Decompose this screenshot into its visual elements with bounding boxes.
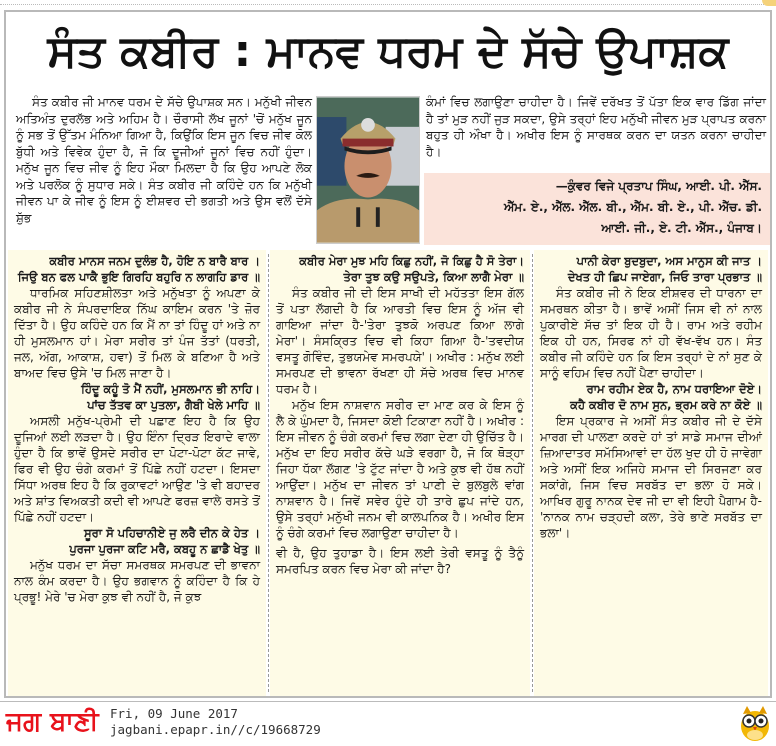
verse-line: ਪਾਨੀ ਕੇਰਾ ਬੁਦਬੁਦਾ, ਅਸ ਮਾਨੁਸ ਕੀ ਜਾਤ । xyxy=(576,254,762,268)
verse-line: ਕਹੈ ਕਬੀਰ ਦੋ ਨਾਮ ਸੁਨ, ਭ੍ਰਮ ਕਰੇ ਨਾ ਕੋਏ ॥ xyxy=(570,398,762,412)
verse-line: ਹਿੰਦੂ ਕਹੂੰ ਤੋ ਮੈਂ ਨਹੀਂ, ਮੁਸਲਮਾਨ ਭੀ ਨਾਹਿ। xyxy=(81,382,260,396)
paragraph: ਸੰਤ ਕਬੀਰ ਜੀ ਦੀ ਇਸ ਸਾਖੀ ਦੀ ਮਹੱਤਤਾ ਇਸ ਗੱਲ ਤੋਂ ਪਤਾ ਲੱਗਦੀ ਹੈ ਕਿ ਆਰਤੀ ਵਿਚ ਇਸ ਨੂੰ ਅੱਜ ਵੀ ਗਾਇਆ ਜਾਂਦਾ ਹੈ-'ਤੇਰਾ ਤੁਝਕੋ ਅਰਪਣ ਕਿਆ ਲਾਗੇ ਮੇਰਾ'। ਸੰਸਕ੍ਰਿਤ ਵਿਚ ਵੀ ਕਿਹਾ ਗਿਆ ਹੈ-'ਤਵਦੀਯ ਵਸਤੂ ਗੋਵਿੰਦ, ਤੁਭਯਮੇਵ ਸਮਰਪਯੇ'। ਅਖੀਰ : ਮਨੁੱਖ ਲਈ ਸਮਰਪਣ ਦੀ ਭਾਵਨਾ ਰੱਖਣਾ ਹੀ ਸੱਚੇ ਅਰਥ ਵਿਚ ਮਾਨਵ ਧਰਮ ਹੈ। xyxy=(276,286,524,396)
article-title: ਸੰਤ ਕਬੀਰ : ਮਾਨਵ ਧਰਮ ਦੇ ਸੱਚੇ ਉਪਾਸ਼ਕ xyxy=(47,26,729,77)
verse-line: ਦੇਖਤ ਹੀ ਛਿਪ ਜਾਏਗਾ, ਜਿਓ ਤਾਰਾ ਪ੍ਰਭਾਤ ॥ xyxy=(567,270,762,284)
column-divider xyxy=(532,254,533,692)
author-byline xyxy=(424,173,770,245)
byline-post: ਆਈ. ਜੀ., ਏ. ਟੀ. ਐੱਸ., ਪੰਜਾਬ। xyxy=(601,221,762,235)
verse-line: ਤੇਰਾ ਤੁਝ ਕਉ ਸਉਪਤੇ, ਕਿਆ ਲਾਗੈ ਮੇਰਾ ॥ xyxy=(343,270,524,284)
verse-line: ਰਾਮ ਰਹੀਮ ਏਕ ਹੈ, ਨਾਮ ਧਰਾਇਆ ਦੋਏ। xyxy=(586,382,762,396)
epaper-url[interactable]: jagbani.epapr.in//c/19668729 xyxy=(110,722,321,737)
top-divider xyxy=(0,4,776,5)
verse-line: ਕਬੀਰ ਮਾਨਸ ਜਨਮ ਦੁਲੰਭ ਹੈ, ਹੋਇ ਨ ਬਾਰੈ ਬਾਰ । xyxy=(49,254,260,268)
verse-line: ਕਬੀਰ ਮੇਰਾ ਮੁਝ ਮਹਿ ਕਿਛੁ ਨਹੀਂ, ਜੋ ਕਿਛੁ ਹੈ ਸੋ ਤੇਰਾ। xyxy=(299,254,524,268)
verse-line: ਸੂਰਾ ਸੋ ਪਹਿਚਾਨੀਏ ਜੁ ਲਰੈ ਦੀਨ ਕੇ ਹੇਤ । xyxy=(84,526,260,540)
paragraph: ਮਨੁੱਖ ਇਸ ਨਾਸ਼ਵਾਨ ਸਰੀਰ ਦਾ ਮਾਣ ਕਰ ਕੇ ਇਸ ਨੂੰ ਲੈ ਕੇ ਘੁੰਮਦਾ ਹੈ, ਜਿਸਦਾ ਕੋਈ ਟਿਕਾਣਾ ਨਹੀਂ ਹੈ। ਅਖੀਰ : ਇਸ ਜੀਵਨ ਨੂੰ ਚੰਗੇ ਕਰਮਾਂ ਵਿਚ ਲਗਾ ਦੇਣਾ ਹੀ ਉਚਿੱਤ ਹੈ। ਮਨੁੱਖ ਦਾ ਇਹ ਸਰੀਰ ਕੱਚੇ ਘੜੇ ਵਰਗਾ ਹੈ, ਜੋ ਕਿ ਥੋੜ੍ਹਾ ਜਿਹਾ ਧੱਕਾ ਲੱਗਣ 'ਤੇ ਟੁੱਟ ਜਾਂਦਾ ਹੈ ਅਤੇ ਕੁਝ ਵੀ ਹੱਥ ਨਹੀਂ ਆਉਂਦਾ। ਮਨੁੱਖ ਦਾ ਜੀਵਨ ਤਾਂ ਪਾਣੀ ਦੇ ਬੁਲਬੁਲੇ ਵਾਂਗ ਨਾਸ਼ਵਾਨ ਹੈ। ਜਿਵੇਂ ਸਵੇਰ ਹੁੰਦੇ ਹੀ ਤਾਰੇ ਛੁਪ ਜਾਂਦੇ ਹਨ, ਉਸੇ ਤਰ੍ਹਾਂ ਮਨੁੱਖੀ ਜਨਮ ਵੀ ਕਾਲਪਨਿਕ ਹੈ। ਅਖੀਰ ਇਸ ਨੂੰ ਚੰਗੇ ਕਰਮਾਂ ਵਿਚ ਲਗਾਉਣਾ ਚਾਹੀਦਾ ਹੈ। xyxy=(276,398,524,540)
paragraph: ਧਾਰਮਿਕ ਸਹਿਣਸ਼ੀਲਤਾ ਅਤੇ ਮਨੁੱਖਤਾ ਨੂੰ ਅਪਣਾ ਕੇ ਕਬੀਰ ਜੀ ਨੇ ਸੰਪਰਦਾਇਕ ਨਿੱਘ ਕਾਇਮ ਕਰਨ 'ਤੇ ਜ਼ੋਰ ਦਿੱਤਾ ਹੈ। ਉਹ ਕਹਿੰਦੇ ਹਨ ਕਿ ਮੈਂ ਨਾ ਤਾਂ ਹਿੰਦੂ ਹਾਂ ਅਤੇ ਨਾ ਹੀ ਮੁਸਲਮਾਨ ਹਾਂ। ਮੇਰਾ ਸਰੀਰ ਤਾਂ ਪੰਜ ਤੱਤਾਂ (ਧਰਤੀ, ਜਲ, ਅੱਗ, ਆਕਾਸ਼, ਹਵਾ) ਤੋਂ ਮਿਲ ਕੇ ਬਣਿਆ ਹੈ ਅਤੇ ਬਾਅਦ ਵਿਚ ਉਸੇ 'ਚ ਮਿਲ ਜਾਣਾ ਹੈ। xyxy=(14,286,260,380)
column-2 xyxy=(270,250,530,696)
byline-name: —ਕੁੰਵਰ ਵਿਜੇ ਪ੍ਰਤਾਪ ਸਿੰਘ, ਆਈ. ਪੀ. ਐੱਸ. xyxy=(555,179,762,193)
paragraph: ਇਸ ਪ੍ਰਕਾਰ ਜੇ ਅਸੀਂ ਸੰਤ ਕਬੀਰ ਜੀ ਦੇ ਦੱਸੇ ਮਾਰਗ ਦੀ ਪਾਲਣਾ ਕਰਦੇ ਹਾਂ ਤਾਂ ਸਾਡੇ ਸਮਾਜ ਦੀਆਂ ਜ਼ਿਆਦਾਤਰ ਸਮੱਸਿਆਵਾਂ ਦਾ ਹੱਲ ਖੁਦ ਹੀ ਹੋ ਜਾਵੇਗਾ ਅਤੇ ਅਸੀਂ ਇਕ ਅਜਿਹੇ ਸਮਾਜ ਦੀ ਸਿਰਜਣਾ ਕਰ ਸਕਾਂਗੇ, ਜਿਸ ਵਿਚ ਸਰਬੱਤ ਦਾ ਭਲਾ ਹੋ ਸਕੇ। ਆਖਿਰ ਗੁਰੂ ਨਾਨਕ ਦੇਵ ਜੀ ਦਾ ਵੀ ਇਹੀ ਪੈਗਾਮ ਹੈ-'ਨਾਨਕ ਨਾਮ ਚੜ੍ਹਦੀ ਕਲਾ, ਤੇਰੇ ਭਾਣੇ ਸਰਬੱਤ ਦਾ ਭਲਾ'। xyxy=(540,414,762,540)
publication-date: Fri, 09 June 2017 xyxy=(110,706,238,721)
verse-line: ਜਿਉ ਬਨ ਫਲ ਪਾਕੈ ਭੁਇ ਗਿਰਹਿ ਬਹੁਰਿ ਨ ਲਾਗਹਿ ਡਾਰ ॥ xyxy=(17,270,260,284)
author-photo xyxy=(316,96,420,244)
jagbani-logo: ਜਗ ਬਾਣੀ xyxy=(6,707,99,737)
publication-info xyxy=(110,706,321,738)
byline-degrees: ਐੱਮ. ਏ., ਐੱਲ. ਐੱਲ. ਬੀ., ਐੱਮ. ਬੀ. ਏ., ਪੀ. ਐੱਚ. ਡੀ. xyxy=(503,200,762,214)
column-divider xyxy=(268,254,269,692)
corner-tab xyxy=(762,0,776,6)
verse-line: ਪਾਂਚ ਤੱਤਵ ਕਾ ਪੁਤਲਾ, ਗੈਬੀ ਖੇਲੇ ਮਾਹਿ ॥ xyxy=(87,398,260,412)
column-1 xyxy=(8,250,266,696)
intro-text-right: ਕੰਮਾਂ ਵਿਚ ਲਗਾਉਣਾ ਚਾਹੀਦਾ ਹੈ। ਜਿਵੇਂ ਦਰੱਖਤ ਤੋਂ ਪੱਤਾ ਇਕ ਵਾਰ ਡਿੱਗ ਜਾਂਦਾ ਹੈ ਤਾਂ ਮੁੜ ਨਹੀਂ ਜੁੜ ਸਕਦਾ, ਉਸੇ ਤਰ੍ਹਾਂ ਇਹ ਮਨੁੱਖੀ ਜੀਵਨ ਮੁੜ ਪ੍ਰਾਪਤ ਕਰਨਾ ਬਹੁਤ ਹੀ ਔਖਾ ਹੈ। ਅਖੀਰ ਇਸ ਨੂੰ ਸਾਰਥਕ ਕਰਨ ਦਾ ਯਤਨ ਕਰਨਾ ਚਾਹੀਦਾ ਹੈ। xyxy=(426,95,766,159)
paragraph: ਅਸਲੀ ਮਨੁੱਖ-ਪ੍ਰੇਮੀ ਦੀ ਪਛਾਣ ਇਹ ਹੈ ਕਿ ਉਹ ਦੂਜਿਆਂ ਲਈ ਲੜਦਾ ਹੈ। ਉਹ ਇੰਨਾ ਦ੍ਰਿੜ ਇਰਾਦੇ ਵਾਲਾ ਹੁੰਦਾ ਹੈ ਕਿ ਭਾਵੇਂ ਉਸਦੇ ਸਰੀਰ ਦਾ ਪੋਟਾ-ਪੋਟਾ ਕੱਟ ਜਾਵੇ, ਫਿਰ ਵੀ ਉਹ ਚੰਗੇ ਕਰਮਾਂ ਤੋਂ ਪਿੱਛੇ ਨਹੀਂ ਹਟਦਾ। ਇਸਦਾ ਸਿੱਧਾ ਅਰਥ ਇਹ ਹੈ ਕਿ ਰੁਕਾਵਟਾਂ ਆਉਣ 'ਤੇ ਵੀ ਬਹਾਦਰ ਅਤੇ ਸ਼ਾਂਤ ਵਿਅਕਤੀ ਕਦੀ ਵੀ ਆਪਣੇ ਫਰਜ਼ ਵਾਲੇ ਰਸਤੇ ਤੋਂ ਪਿੱਛੇ ਨਹੀਂ ਹਟਦਾ। xyxy=(14,414,260,524)
intro-text-left: ਸੰਤ ਕਬੀਰ ਜੀ ਮਾਨਵ ਧਰਮ ਦੇ ਸੱਚੇ ਉਪਾਸ਼ਕ ਸਨ। ਮਨੁੱਖੀ ਜੀਵਨ ਅਤਿਅੰਤ ਦੁਰਲੱਭ ਅਤੇ ਅਹਿਮ ਹੈ। ਚੌਰਾਸੀ ਲੱਖ ਜੂਨਾਂ 'ਚੋਂ ਮਨੁੱਖ ਜੂਨ ਨੂੰ ਸਭ ਤੋਂ ਉੱਤਮ ਮੰਨਿਆ ਗਿਆ ਹੈ, ਕਿਉਂਕਿ ਇਸ ਜੂਨ ਵਿਚ ਜੀਵ ਕੋਲ ਬੁੱਧੀ ਅਤੇ ਵਿਵੇਕ ਹੁੰਦਾ ਹੈ, ਜੋ ਕਿ ਦੂਜੀਆਂ ਜੂਨਾਂ ਵਿਚ ਨਹੀਂ ਹੁੰਦਾ। ਮਨੁੱਖ ਜੂਨ ਵਿਚ ਜੀਵ ਨੂੰ ਇਹ ਮੌਕਾ ਮਿਲਦਾ ਹੈ ਕਿ ਉਹ ਆਪਣੇ ਲੋਕ ਅਤੇ ਪਰਲੋਕ ਨੂੰ ਸੁਧਾਰ ਸਕੇ। ਸੰਤ ਕਬੀਰ ਜੀ ਕਹਿੰਦੇ ਹਨ ਕਿ ਮਨੁੱਖੀ ਜੀਵਨ ਪਾ ਕੇ ਜੀਵ ਨੂੰ ਇਸ ਨੂੰ ਈਸ਼ਵਰ ਦੀ ਭਗਤੀ ਅਤੇ ਉਸ ਵਲੋਂ ਦੱਸੇ ਸ਼ੁੱਭ xyxy=(16,95,312,225)
footer-divider xyxy=(0,701,776,702)
column-3 xyxy=(534,250,768,696)
verse-line: ਪੁਰਜਾ ਪੁਰਜਾ ਕਟਿ ਮਰੈ, ਕਬਹੂ ਨ ਛਾਡੈ ਖੇਤੁ ॥ xyxy=(69,542,260,556)
continuation-paragraph: ਵੀ ਹੈ, ਉਹ ਤੁਹਾਡਾ ਹੈ। ਇਸ ਲਈ ਤੇਰੀ ਵਸਤੂ ਨੂੰ ਤੈਨੂੰ ਸਮਰਪਿਤ ਕਰਨ ਵਿਚ ਮੇਰਾ ਕੀ ਜਾਂਦਾ ਹੈ? xyxy=(276,546,524,576)
paragraph: ਮਨੁੱਖ ਧਰਮ ਦਾ ਸੱਚਾ ਸਮਰਥਕ ਸਮਰਪਣ ਦੀ ਭਾਵਨਾ ਨਾਲ ਕੰਮ ਕਰਦਾ ਹੈ। ਉਹ ਭਗਵਾਨ ਨੂੰ ਕਹਿੰਦਾ ਹੈ ਕਿ ਹੇ ਪ੍ਰਭੂ! ਮੇਰੇ 'ਚ ਮੇਰਾ ਕੁਝ ਵੀ ਨਹੀਂ ਹੈ, ਜੋ ਕੁਝ xyxy=(14,558,260,604)
owl-icon xyxy=(738,704,772,742)
paragraph: ਸੰਤ ਕਬੀਰ ਜੀ ਨੇ ਇਕ ਈਸ਼ਵਰ ਦੀ ਧਾਰਨਾ ਦਾ ਸਮਰਥਨ ਕੀਤਾ ਹੈ। ਭਾਵੇਂ ਅਸੀਂ ਜਿਸ ਵੀ ਨਾਂ ਨਾਲ ਪੁਕਾਰੀਏ ਸੱਚ ਤਾਂ ਇਕ ਹੀ ਹੈ। ਰਾਮ ਅਤੇ ਰਹੀਮ ਇਕ ਹੀ ਹਨ, ਸਿਰਫ ਨਾਂ ਹੀ ਵੱਖ-ਵੱਖ ਹਨ। ਸੰਤ ਕਬੀਰ ਜੀ ਕਹਿੰਦੇ ਹਨ ਕਿ ਇਸ ਤਰ੍ਹਾਂ ਦੇ ਨਾਂ ਸੁਣ ਕੇ ਸਾਨੂੰ ਵਹਿਮ ਵਿਚ ਨਹੀਂ ਪੈਣਾ ਚਾਹੀਦਾ। xyxy=(540,286,762,380)
